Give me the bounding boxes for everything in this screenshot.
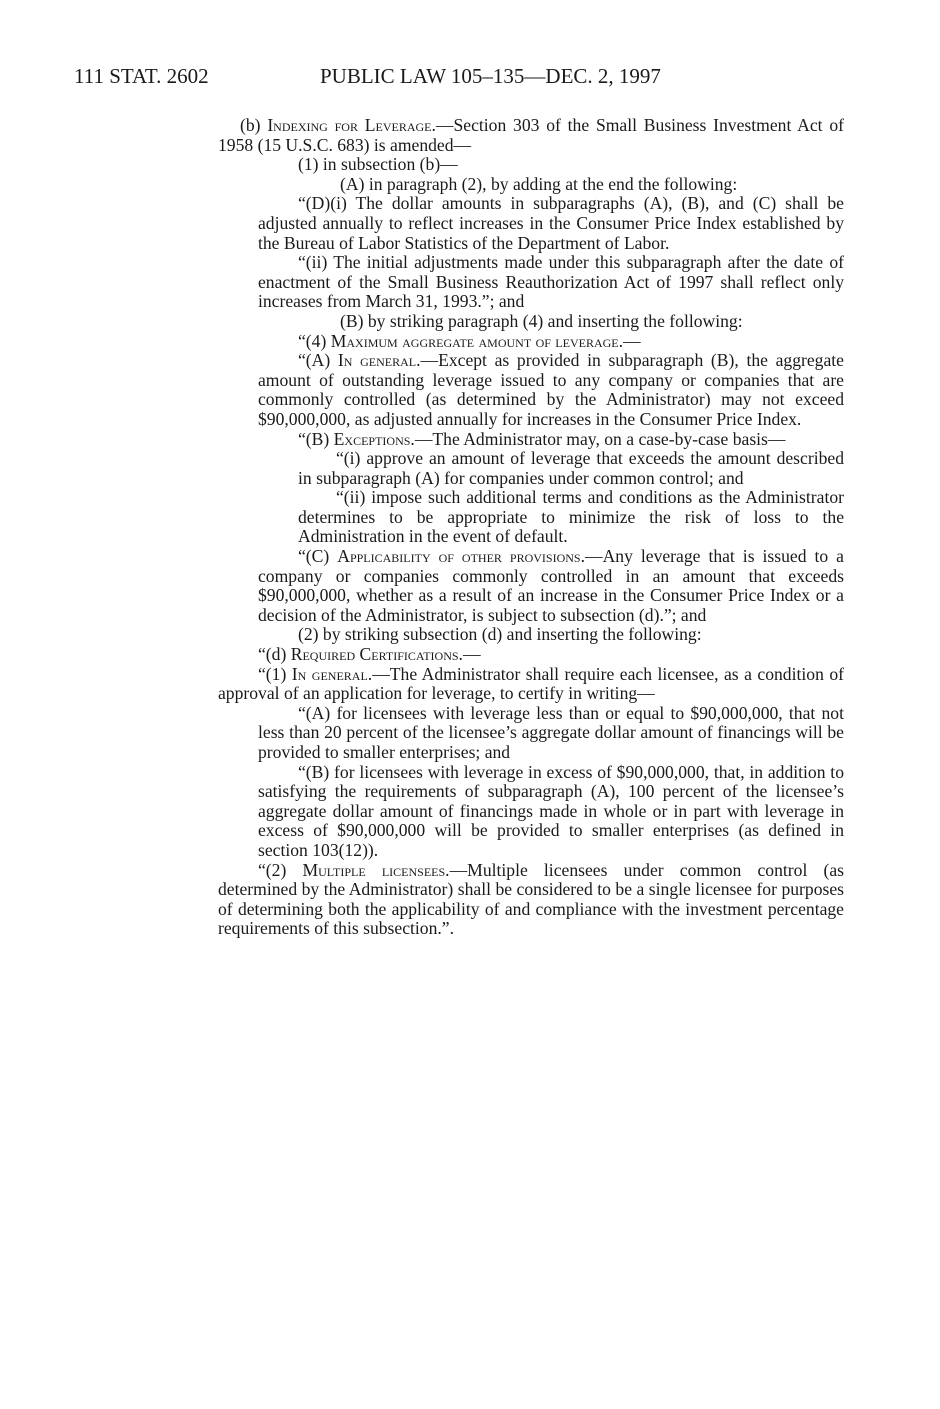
paragraph-D-ii: “(ii) The initial adjustments made under this subparagraph after the date of enactment of the Small Business Reauthorization Act of 1997 shall reflect only increases from March 31, 1993.”; and [258,252,844,312]
header-title: PUBLIC LAW 105–135—DEC. 2, 1997 [320,64,661,88]
paragraph-b-indexing: (b) Indexing for Leverage.—Section 303 of the Small Business Investment Act of 1958 (15 U.S.C. 683) is amended— [218,115,844,155]
paragraph-4-heading: “(4) Maximum aggregate amount of leverage.— [298,330,641,351]
paragraph-4-B: “(B) Exceptions.—The Administrator may, on a case-by-case basis— [298,428,786,449]
running-header [0,64,940,94]
paragraph-4-B-ii: “(ii) impose such additional terms and conditions as the Administrator determines to be appropriate to minimize the risk of loss to the Administration in the event of default. [298,487,844,547]
statute-body [218,115,844,939]
paragraph-D-i: “(D)(i) The dollar amounts in subparagraphs (A), (B), and (C) shall be adjusted annually to reflect increases in the Consumer Price Index established by the Bureau of Labor Statistics of the Department of Labor. [258,193,844,253]
paragraph-1-A: (A) in paragraph (2), by adding at the end the following: [340,173,738,194]
subsection-d-1-A: “(A) for licensees with leverage less than or equal to $90,000,000, that not less than 20 percent of the licensee’s aggregate dollar amount of financings will be provided to smaller enterprises; and [258,702,844,762]
page-reference: 111 STAT. 2602 [74,64,209,88]
paragraph-4-A: “(A) In general.—Except as provided in subparagraph (B), the aggregate amount of outstanding leverage issued to any company or companies that are commonly controlled (as determined by the Administrator) may not exceed $90,000,000, as adjusted annually for increases in the Consumer Price Index. [258,350,844,429]
subsection-d-2: “(2) Multiple licensees.—Multiple licensees under common control (as determined by the Administrator) shall be considered to be a single licensee for purposes of determining both the applicability of and compliance with the investment percentage requirements of this subsection.”. [218,859,844,939]
paragraph-4-C: “(C) Applicability of other provisions.—Any leverage that is issued to a company or companies commonly controlled in an amount that exceeds $90,000,000, whether as a result of an increase in the Consumer Price Index or a decision of the Administrator, is subject to subsection (d).”; and [258,546,844,625]
paragraph-1: (1) in subsection (b)— [298,154,458,175]
subsection-d-1: “(1) In general.—The Administrator shall require each licensee, as a condition of approval of an application for leverage, to certify in writing— [218,663,844,704]
paragraph-1-B: (B) by striking paragraph (4) and inserting the following: [340,310,743,331]
paragraph-4-B-i: “(i) approve an amount of leverage that exceeds the amount described in subparagraph (A) for companies under common control; and [298,448,844,488]
paragraph-2: (2) by striking subsection (d) and inserting the following: [298,624,702,645]
subsection-d-1-B: “(B) for licensees with leverage in excess of $90,000,000, that, in addition to satisfying the requirements of subparagraph (A), 100 percent of the licensee’s aggregate dollar amount of financings made in whole or in part with leverage in excess of $90,000,000 will be provided to smaller enterprises (as defined in section 103(12)). [258,761,844,860]
subsection-d-heading: “(d) Required Certifications.— [258,644,481,665]
